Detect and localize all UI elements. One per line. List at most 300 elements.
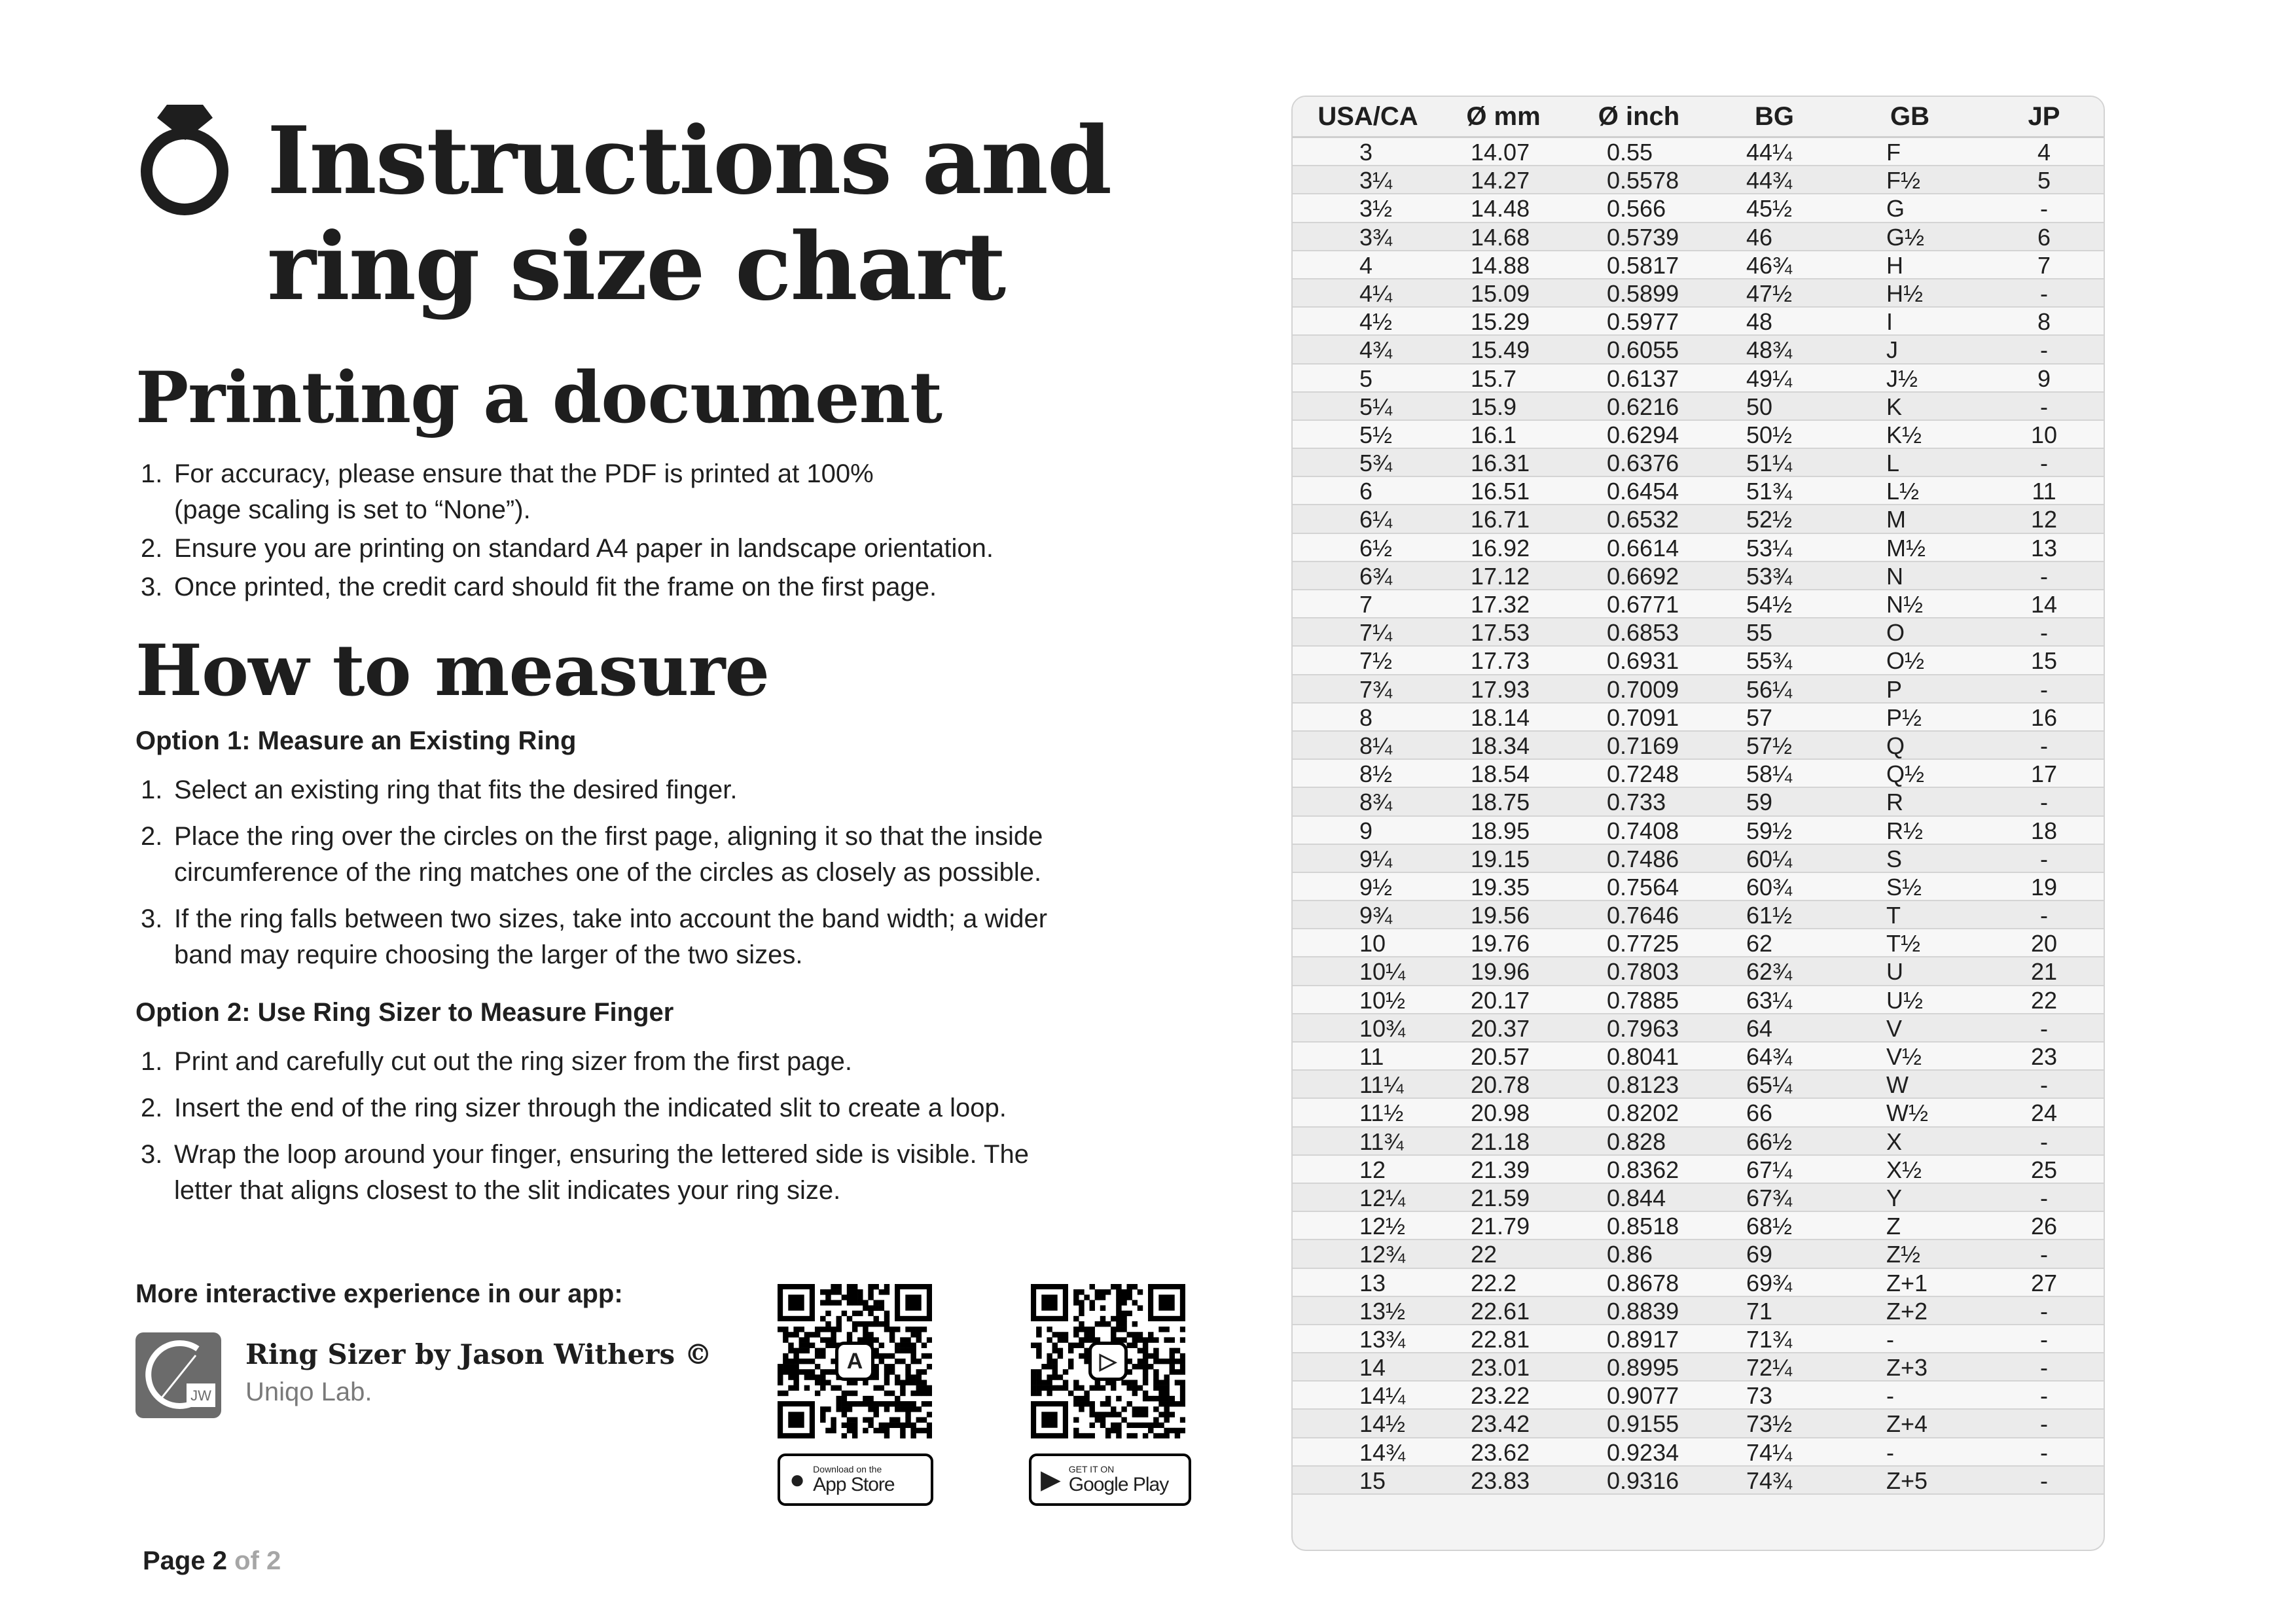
table-cell: 18.95 [1471,817,1530,844]
table-cell: 14.68 [1471,223,1530,251]
table-cell: 0.5977 [1607,308,1679,336]
table-cell: 62¾ [1746,958,1793,986]
app-icon[interactable] [135,1332,221,1418]
table-cell: 16.92 [1471,534,1530,562]
table-cell: 0.733 [1607,789,1666,816]
table-cell: 13½ [1359,1297,1406,1325]
table-cell: 20.98 [1471,1099,1530,1127]
table-cell: 6 [1359,478,1373,505]
step-number: 2. [141,534,163,563]
table-cell: 7½ [1359,647,1393,675]
table-cell: 0.9077 [1607,1382,1679,1410]
step-text-cont: circumference of the ring matches one of the circles as closely as possible. [174,858,1042,887]
table-cell: 18 [2030,817,2058,844]
table-row [1293,760,2104,788]
table-cell: - [2040,1014,2048,1042]
table-cell: 5 [1359,365,1373,392]
table-cell: - [2040,195,2048,223]
table-cell: 50½ [1746,421,1793,448]
step-text: Place the ring over the circles on the first page, aligning it so that the inside [174,822,1043,851]
table-cell: - [2040,675,2048,703]
table-row [1293,1184,2104,1212]
table-cell: 0.8678 [1607,1269,1679,1296]
table-row [1293,957,2104,986]
table-cell: 20.37 [1471,1014,1530,1042]
table-cell: 14.88 [1471,251,1530,279]
table-cell: 0.7408 [1607,817,1679,844]
table-cell: 11½ [1359,1099,1404,1127]
table-cell: 0.7486 [1607,845,1679,872]
table-cell: - [2040,1071,2048,1099]
column-header: GB [1890,101,1929,131]
table-cell: 6 [2037,223,2051,251]
table-cell: F½ [1886,167,1921,194]
table-cell: 0.9155 [1607,1410,1679,1438]
table-row [1293,1043,2104,1071]
appstore-badge-big: App Store [813,1474,895,1495]
table-cell: R [1886,789,1903,816]
table-cell: 14.48 [1471,195,1530,223]
table-cell: 20.17 [1471,986,1530,1014]
table-cell: 53¼ [1746,534,1793,562]
table-cell: 0.8123 [1607,1071,1679,1099]
table-cell: 15.09 [1471,279,1530,307]
list-item [141,901,1047,973]
ring-logo-icon [134,99,236,217]
table-row [1293,365,2104,393]
table-row [1293,647,2104,675]
table-row [1293,1269,2104,1297]
step-number: 2. [141,1094,163,1122]
table-cell: 58¼ [1746,760,1793,788]
table-cell: 0.6853 [1607,619,1679,647]
table-cell: 0.7963 [1607,1014,1679,1042]
table-cell: 0.8917 [1607,1325,1679,1353]
table-cell: 7 [2037,251,2051,279]
table-cell: - [2040,902,2048,929]
table-row [1293,1099,2104,1127]
table-row [1293,1014,2104,1043]
table-body [1293,138,2104,1495]
table-cell: 63¼ [1746,986,1793,1014]
table-row [1293,166,2104,194]
table-cell: Z+3 [1886,1354,1928,1382]
appstore-logo-icon: A [835,1342,874,1381]
table-cell: 13¾ [1359,1325,1406,1353]
table-cell: 57½ [1746,732,1793,759]
table-cell: 20 [2030,930,2058,957]
table-cell: 64¾ [1746,1043,1793,1070]
table-cell: 17.32 [1471,591,1530,618]
table-cell: 6¼ [1359,506,1393,533]
table-cell: 25 [2030,1156,2058,1183]
table-cell: 0.5817 [1607,251,1679,279]
table-cell: 4½ [1359,308,1393,336]
table-cell: 15 [1359,1467,1386,1494]
table-cell: 21 [2030,958,2058,986]
table-cell: 73½ [1746,1410,1793,1438]
table-cell: 7¼ [1359,619,1393,647]
table-cell: G [1886,195,1905,223]
table-cell: 19.56 [1471,902,1530,929]
table-cell: 16.31 [1471,450,1530,477]
table-cell: 8 [2037,308,2051,336]
step-text-cont: letter that aligns closest to the slit indicates your ring size. [174,1176,841,1205]
table-cell: - [1886,1325,1894,1353]
table-cell: 0.7009 [1607,675,1679,703]
table-cell: 17.73 [1471,647,1530,675]
table-cell: 18.34 [1471,732,1530,759]
table-cell: - [2040,1241,2048,1268]
table-cell: 22 [1471,1241,1498,1268]
table-row [1293,562,2104,590]
table-row [1293,618,2104,647]
table-cell: 0.9316 [1607,1467,1679,1494]
option1-steps [141,772,1047,984]
table-cell: 17.93 [1471,675,1530,703]
table-cell: 0.8995 [1607,1354,1679,1382]
step-text: Print and carefully cut out the ring sizer from the first page. [174,1047,853,1076]
table-cell: 45½ [1746,195,1793,223]
table-row [1293,251,2104,279]
table-cell: 11¼ [1359,1071,1404,1099]
table-cell: 0.7725 [1607,930,1679,957]
table-row [1293,675,2104,704]
table-cell: 15.7 [1471,365,1517,392]
table-cell: 74¾ [1746,1467,1793,1494]
table-row [1293,223,2104,251]
table-cell: O [1886,619,1905,647]
table-row [1293,1325,2104,1353]
table-cell: 4 [1359,251,1373,279]
table-cell: 14 [2030,591,2058,618]
table-cell: T½ [1886,930,1921,957]
table-cell: 21.59 [1471,1184,1530,1211]
table-cell: 23 [2030,1043,2058,1070]
table-cell: 23.01 [1471,1354,1530,1382]
table-cell: 0.8518 [1607,1213,1679,1240]
table-cell: 57 [1746,704,1773,731]
table-cell: P [1886,675,1903,703]
step-number: 3. [141,904,163,933]
table-cell: - [1886,1382,1894,1410]
table-cell: 69¾ [1746,1269,1793,1296]
table-cell: 0.6376 [1607,450,1679,477]
table-cell: 16.71 [1471,506,1530,533]
table-cell: O½ [1886,647,1925,675]
table-row [1293,534,2104,562]
table-cell: - [2040,1438,2048,1466]
list-item [141,1044,1029,1080]
table-cell: Z+2 [1886,1297,1928,1325]
table-row [1293,194,2104,223]
table-cell: S [1886,845,1903,872]
table-cell: 5 [2037,167,2051,194]
table-cell: 22.61 [1471,1297,1530,1325]
table-cell: 8 [1359,704,1373,731]
table-cell: - [2040,1382,2048,1410]
table-cell: 51¼ [1746,450,1793,477]
table-row [1293,788,2104,816]
table-cell: 14¾ [1359,1438,1406,1466]
table-cell: V½ [1886,1043,1922,1070]
googleplay-badge[interactable] [1029,1454,1191,1506]
table-cell: 16 [2030,704,2058,731]
step-number: 1. [141,459,163,488]
table-cell: 23.62 [1471,1438,1530,1466]
list-item [141,772,1047,808]
table-cell: 0.8839 [1607,1297,1679,1325]
table-row [1293,138,2104,166]
table-cell: 18.75 [1471,789,1530,816]
table-cell: 12¼ [1359,1184,1406,1211]
appstore-badge-small: Download on the [813,1464,882,1474]
page-total: of 2 [234,1546,281,1575]
appstore-badge[interactable] [778,1454,933,1506]
table-row [1293,873,2104,901]
table-cell: 11 [2032,478,2056,505]
table-row [1293,1156,2104,1184]
table-cell: 54½ [1746,591,1793,618]
table-cell: 14.27 [1471,167,1530,194]
printing-heading: Printing a document [135,357,942,439]
googleplay-qr-code [1031,1284,1185,1438]
table-cell: 44¾ [1746,167,1793,194]
table-cell: 10¾ [1359,1014,1406,1042]
table-row [1293,449,2104,477]
table-cell: Q [1886,732,1905,759]
table-row [1293,817,2104,845]
table-cell: Y [1886,1184,1903,1211]
table-cell: - [2040,789,2048,816]
app-developer: Uniqo Lab. [245,1378,372,1406]
step-text-cont: band may require choosing the larger of the two sizes. [174,940,803,969]
step-text: Ensure you are printing on standard A4 paper in landscape orientation. [174,534,994,563]
googleplay-badge-small: GET IT ON [1068,1464,1115,1474]
page-title [267,108,1111,320]
table-cell: - [2040,1184,2048,1211]
table-cell: X [1886,1128,1903,1155]
table-cell: Z+1 [1886,1269,1928,1296]
table-cell: - [2040,619,2048,647]
table-cell: 14.07 [1471,139,1530,166]
table-cell: - [2040,562,2048,590]
table-row [1293,845,2104,873]
table-row [1293,1071,2104,1099]
table-cell: G½ [1886,223,1925,251]
table-cell: 0.6137 [1607,365,1679,392]
step-number: 1. [141,776,163,804]
column-header: JP [2028,101,2060,131]
table-cell: 67¼ [1746,1156,1793,1183]
table-cell: 0.55 [1607,139,1653,166]
table-cell: J½ [1886,365,1918,392]
table-row [1293,1212,2104,1240]
table-cell: 6½ [1359,534,1393,562]
table-cell: 21.18 [1471,1128,1530,1155]
table-row [1293,1467,2104,1495]
step-text: If the ring falls between two sizes, take into account the band width; a wider [174,904,1048,933]
table-cell: M [1886,506,1906,533]
table-cell: 0.7091 [1607,704,1679,731]
table-cell: 12½ [1359,1213,1406,1240]
table-cell: - [2040,845,2048,872]
table-cell: 18.14 [1471,704,1530,731]
table-cell: 74¼ [1746,1438,1793,1466]
table-cell: 12 [1359,1156,1386,1183]
table-cell: 6¾ [1359,562,1393,590]
table-cell: 47½ [1746,279,1793,307]
table-cell: 23.22 [1471,1382,1530,1410]
table-cell: 27 [2030,1269,2058,1296]
printing-steps [141,456,994,608]
table-header [1293,97,2104,138]
table-cell: 44¼ [1746,139,1793,166]
table-cell: 21.79 [1471,1213,1530,1240]
table-row [1293,393,2104,421]
table-cell: Z [1886,1213,1901,1240]
table-cell: 0.6614 [1607,534,1679,562]
table-cell: 20.78 [1471,1071,1530,1099]
title-line-2: ring size chart [267,213,1005,321]
table-cell: 10 [2030,421,2058,448]
title-line-1: Instructions and [267,107,1111,215]
table-cell: 19.15 [1471,845,1530,872]
table-cell: 9 [1359,817,1373,844]
table-cell: Q½ [1886,760,1925,788]
table-cell: 0.7646 [1607,902,1679,929]
table-cell: 0.6532 [1607,506,1679,533]
app-name: Ring Sizer by Jason Withers © [245,1338,712,1370]
table-cell: 18.54 [1471,760,1530,788]
google-play-icon: ▶ [1041,1465,1061,1494]
step-text: Once printed, the credit card should fit the frame on the first page. [174,573,937,601]
table-cell: - [2040,732,2048,759]
table-cell: 0.6454 [1607,478,1679,505]
table-cell: H [1886,251,1903,279]
table-cell: 17.12 [1471,562,1530,590]
table-cell: 3¼ [1359,167,1393,194]
table-cell: I [1886,308,1893,336]
table-cell: 22 [2030,986,2058,1014]
table-cell: F [1886,139,1901,166]
table-cell: - [1886,1438,1894,1466]
table-cell: 0.9234 [1607,1438,1679,1466]
table-cell: R½ [1886,817,1924,844]
table-cell: 14¼ [1359,1382,1406,1410]
list-item [141,456,994,528]
app-promo-text: More interactive experience in our app: [135,1279,623,1308]
table-cell: 14 [1359,1354,1386,1382]
table-cell: 0.5739 [1607,223,1679,251]
table-cell: K½ [1886,421,1922,448]
table-cell: 8¼ [1359,732,1393,759]
table-cell: 72¼ [1746,1354,1793,1382]
table-cell: 8½ [1359,760,1393,788]
googleplay-badge-big: Google Play [1068,1474,1169,1495]
table-row [1293,1438,2104,1467]
column-header: BG [1755,101,1794,131]
table-cell: 14½ [1359,1410,1406,1438]
table-cell: 10¼ [1359,958,1406,986]
table-cell: 50 [1746,393,1773,420]
table-cell: 9 [2037,365,2051,392]
table-cell: - [2040,1325,2048,1353]
table-cell: V [1886,1014,1903,1042]
table-cell: J [1886,336,1898,364]
table-cell: 65¼ [1746,1071,1793,1099]
table-cell: 3½ [1359,195,1393,223]
table-cell: 5¾ [1359,450,1393,477]
table-cell: 73 [1746,1382,1773,1410]
table-cell: L½ [1886,478,1920,505]
table-cell: 16.51 [1471,478,1530,505]
table-cell: 8¾ [1359,789,1393,816]
apple-icon: ● [789,1465,806,1494]
table-cell: 17.53 [1471,619,1530,647]
table-cell: - [2040,1354,2048,1382]
table-cell: 0.566 [1607,195,1666,223]
table-cell: W [1886,1071,1909,1099]
table-cell: 19 [2030,873,2058,901]
option1-title: Option 1: Measure an Existing Ring [135,726,577,755]
table-cell: 55¾ [1746,647,1793,675]
table-row [1293,1240,2104,1268]
table-cell: 16.1 [1471,421,1517,448]
table-cell: 24 [2030,1099,2058,1127]
table-cell: Z+4 [1886,1410,1928,1438]
table-cell: - [2040,1467,2048,1494]
table-row [1293,477,2104,505]
table-cell: 9¼ [1359,845,1393,872]
column-header: Ø inch [1598,101,1680,131]
table-cell: 22.2 [1471,1269,1517,1296]
table-row [1293,336,2104,364]
table-cell: 0.6294 [1607,421,1679,448]
table-cell: 7¾ [1359,675,1393,703]
option2-title: Option 2: Use Ring Sizer to Measure Finger [135,998,674,1027]
table-cell: 62 [1746,930,1773,957]
table-cell: 53¾ [1746,562,1793,590]
measure-heading: How to measure [135,630,770,712]
table-row [1293,1410,2104,1438]
table-row [1293,929,2104,957]
table-cell: 0.8202 [1607,1099,1679,1127]
table-cell: 64 [1746,1014,1773,1042]
table-cell: H½ [1886,279,1924,307]
table-cell: 48 [1746,308,1773,336]
table-cell: 56¼ [1746,675,1793,703]
table-cell: T [1886,902,1901,929]
appstore-qr-code [778,1284,932,1438]
table-cell: 5½ [1359,421,1393,448]
table-cell: Z+5 [1886,1467,1928,1494]
table-row [1293,1128,2104,1156]
table-cell: 17 [2030,760,2058,788]
table-cell: U [1886,958,1903,986]
table-cell: 59 [1746,789,1773,816]
table-cell: 68½ [1746,1213,1793,1240]
table-cell: S½ [1886,873,1922,901]
table-cell: - [2040,336,2048,364]
table-cell: 21.39 [1471,1156,1530,1183]
table-cell: 26 [2030,1213,2058,1240]
table-cell: 0.6216 [1607,393,1679,420]
table-cell: N [1886,562,1903,590]
table-cell: M½ [1886,534,1926,562]
table-cell: 15.49 [1471,336,1530,364]
table-cell: 0.6055 [1607,336,1679,364]
